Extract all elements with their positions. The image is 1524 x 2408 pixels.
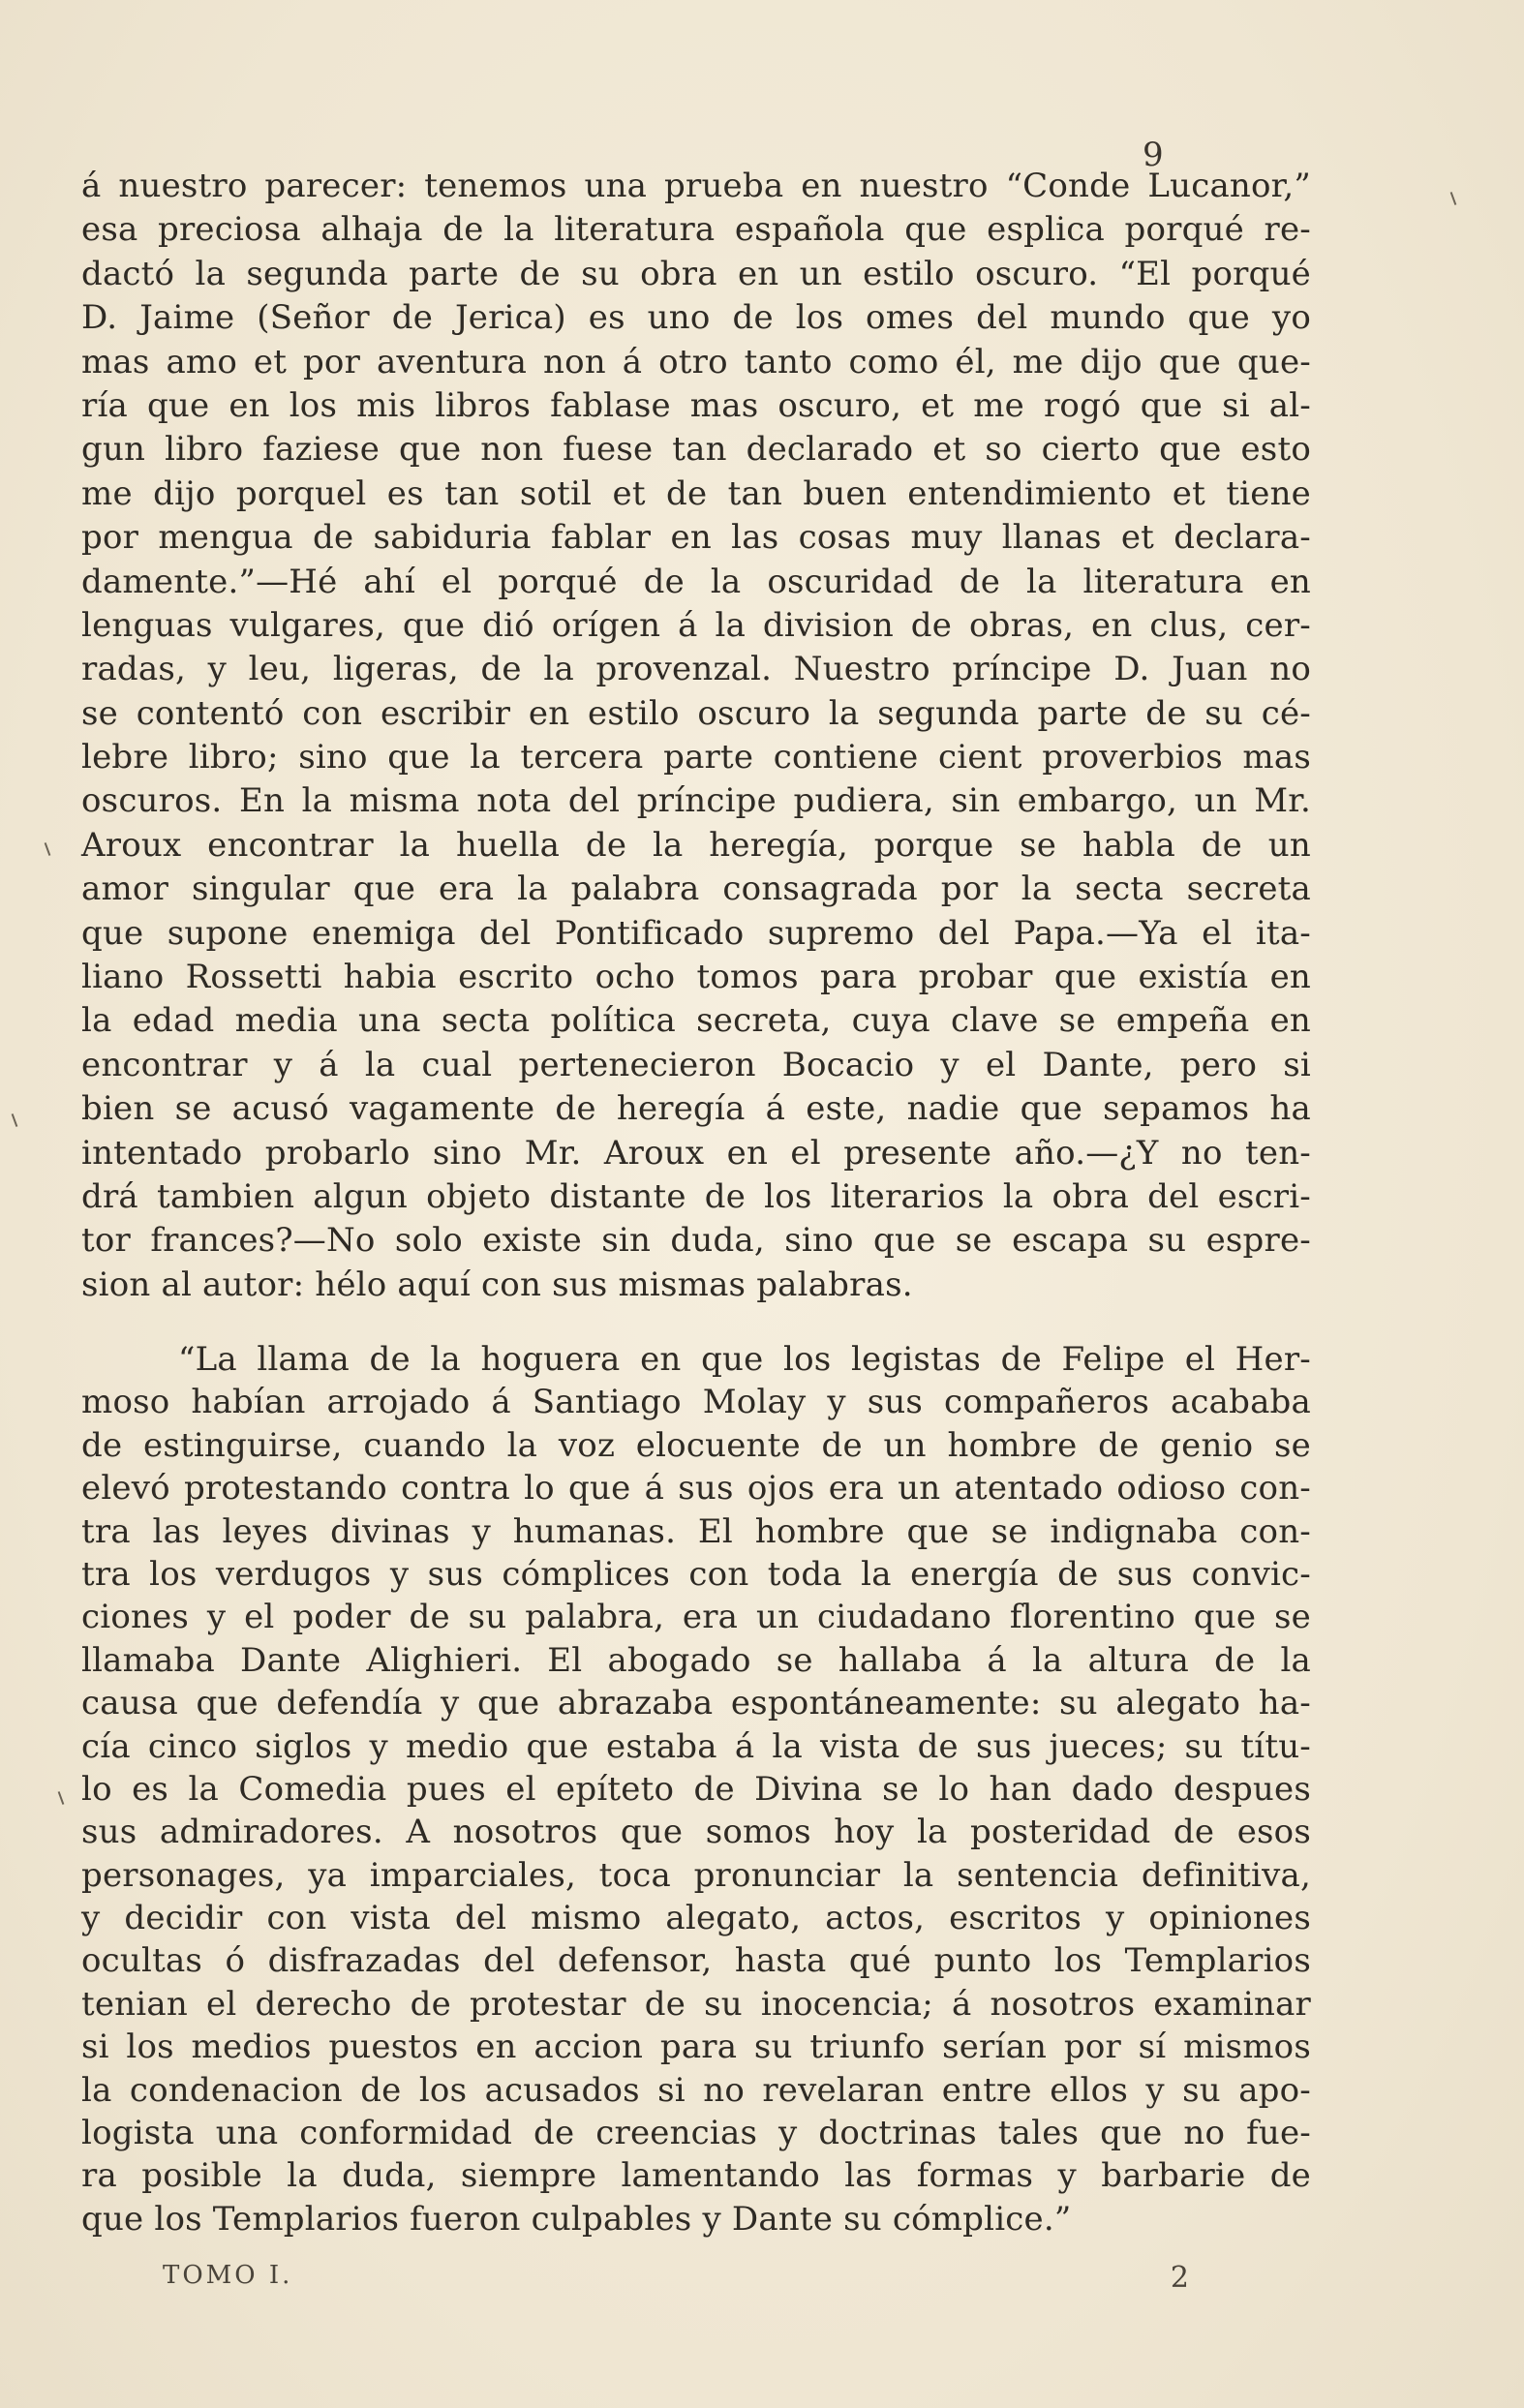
margin-mark — [58, 1791, 65, 1805]
text-line: esa preciosa alhaja de la literatura española que esplica porqué re- — [81, 210, 1311, 250]
text-line: lo es la Comedia pues el epíteto de Divina se lo han dado despues — [81, 1769, 1311, 1809]
text-line: de estinguirse, cuando la voz elocuente de un hombre de genio se — [81, 1425, 1311, 1465]
text-line: lenguas vulgares, que dió orígen á la division de obras, en clus, cer- — [81, 605, 1311, 645]
text-line: cía cinco siglos y medio que estaba á la vista de sus jueces; su títu- — [81, 1726, 1311, 1766]
text-line: sus admiradores. A nosotros que somos hoy la posteridad de esos — [81, 1813, 1311, 1852]
text-line: que los Templarios fueron culpables y Dante su cómplice.” — [81, 2199, 1072, 2239]
text-line: intentado probarlo sino Mr. Aroux en el presente año.—¿Y no ten- — [81, 1133, 1311, 1173]
text-line: tra los verdugos y sus cómplices con toda la energía de sus convic- — [81, 1554, 1311, 1594]
page-number: 9 — [1143, 136, 1164, 174]
text-line: lebre libro; sino que la tercera parte contiene cient proverbios mas — [81, 738, 1311, 777]
text-line: encontrar y á la cual pertenecieron Bocacio y el Dante, pero si — [81, 1045, 1311, 1084]
text-line: drá tambien algun objeto distante de los literarios la obra del escri- — [81, 1176, 1311, 1216]
gathering-number: 2 — [1170, 2261, 1189, 2295]
text-line: gun libro faziese que non fuese tan declarado et so cierto que esto — [81, 430, 1311, 470]
text-line: y decidir con vista del mismo alegato, actos, escritos y opiniones — [81, 1899, 1311, 1938]
text-line: ciones y el poder de su palabra, era un ciudadano florentino que se — [81, 1598, 1311, 1637]
text-line: ría que en los mis libros fablase mas oscuro, et me rogó que si al- — [81, 385, 1311, 425]
text-line: amor singular que era la palabra consagrada por la secta secreta — [81, 869, 1311, 909]
text-line: á nuestro parecer: tenemos una prueba en nuestro “Conde Lucanor,” — [81, 167, 1311, 205]
text-line: oscuros. En la misma nota del príncipe pudiera, sin embargo, un Mr. — [81, 781, 1311, 821]
text-line: dactó la segunda parte de su obra en un estilo oscuro. “El porqué — [81, 254, 1311, 293]
text-line: la condenacion de los acusados si no revelaran entre ellos y su apo- — [81, 2070, 1311, 2110]
text-line: por mengua de sabiduria fablar en las cosas muy llanas et declara- — [81, 518, 1311, 558]
text-line: mas amo et por aventura non á otro tanto como él, me dijo que que- — [81, 342, 1311, 381]
text-line: que supone enemiga del Pontificado supremo del Papa.—Ya el ita- — [81, 913, 1311, 953]
margin-mark — [1450, 192, 1457, 205]
paragraph-1 — [81, 165, 1311, 1307]
text-line: D. Jaime (Señor de Jerica) es uno de los omes del mundo que yo — [81, 298, 1311, 338]
volume-signature: TOMO I. — [163, 2261, 293, 2290]
text-line: ocultas ó disfrazadas del defensor, hasta qué punto los Templarios — [81, 1941, 1311, 1981]
text-line: moso habían arrojado á Santiago Molay y sus compañeros acababa — [81, 1383, 1311, 1422]
text-line: liano Rossetti habia escrito ocho tomos para probar que existía en — [81, 958, 1311, 997]
text-line: me dijo porquel es tan sotil et de tan buen entendimiento et tiene — [81, 473, 1311, 513]
text-line: tra las leyes divinas y humanas. El hombre que se indignaba con- — [81, 1511, 1311, 1551]
text-line: personages, ya imparciales, toca pronunciar la sentencia definitiva, — [81, 1855, 1311, 1895]
text-line: la edad media una secta política secreta, cuya clave se empeña en — [81, 1001, 1311, 1041]
text-line: bien se acusó vagamente de heregía á este, nadie que sepamos ha — [81, 1089, 1311, 1129]
text-line: tenian el derecho de protestar de su inocencia; á nosotros examinar — [81, 1984, 1311, 2024]
paragraph-2-quotation — [81, 1338, 1311, 2240]
text-line: elevó protestando contra lo que á sus ojos era un atentado odioso con- — [81, 1469, 1311, 1509]
text-line: logista una conformidad de creencias y doctrinas tales que no fue- — [81, 2114, 1311, 2153]
text-line: causa que defendía y que abrazaba espontáneamente: su alegato ha- — [81, 1684, 1311, 1723]
text-line: tor frances?—No solo existe sin duda, sino que se escapa su espre- — [81, 1221, 1311, 1261]
text-line: damente.”—Hé ahí el porqué de la oscuridad de la literatura en — [81, 562, 1311, 601]
margin-mark — [45, 842, 51, 856]
text-line: radas, y leu, ligeras, de la provenzal. Nuestro príncipe D. Juan no — [81, 650, 1311, 689]
text-line: ra posible la duda, siempre lamentando las formas y barbarie de — [81, 2156, 1311, 2196]
margin-mark — [12, 1113, 18, 1127]
text-line: “La llama de la hoguera en que los legistas de Felipe el Her- — [178, 1340, 1311, 1379]
text-line: sion al autor: hélo aquí con sus mismas palabras. — [81, 1265, 913, 1304]
text-line: llamaba Dante Alighieri. El abogado se hallaba á la altura de la — [81, 1640, 1311, 1680]
text-line: si los medios puestos en accion para su triunfo serían por sí mismos — [81, 2027, 1311, 2067]
text-line: Aroux encontrar la huella de la heregía, porque se habla de un — [81, 825, 1311, 865]
text-line: se contentó con escribir en estilo oscuro la segunda parte de su cé- — [81, 693, 1311, 733]
